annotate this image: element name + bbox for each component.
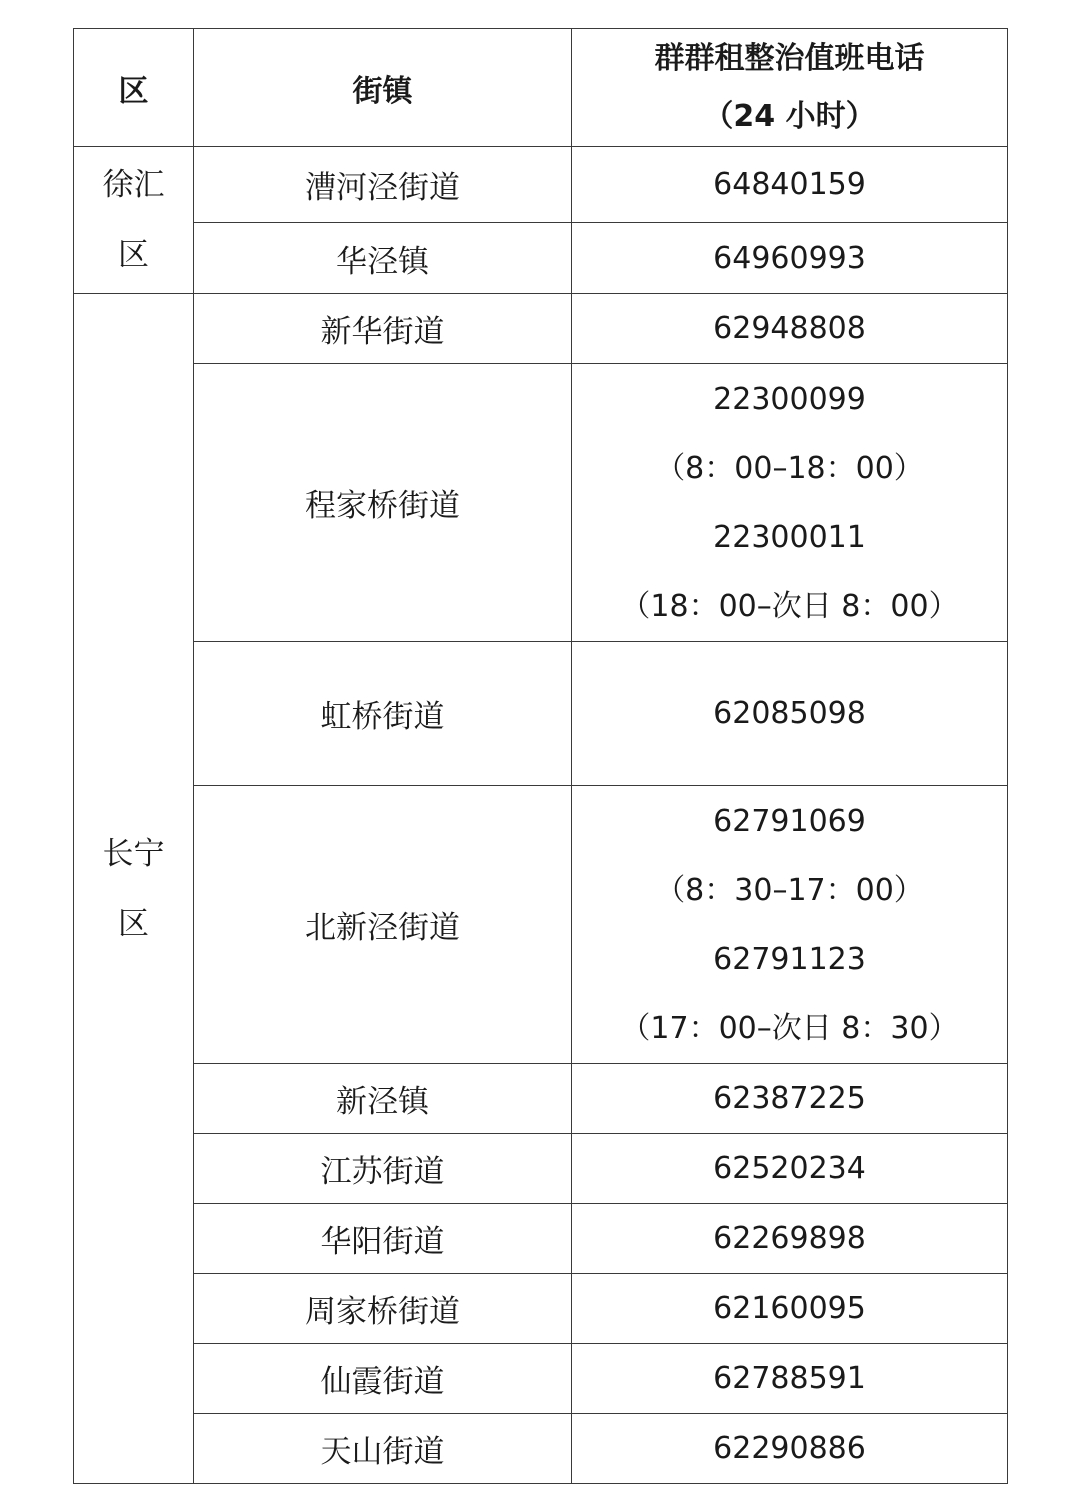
street-cell: 周家桥街道	[194, 1274, 572, 1344]
phone-hours: （18：00–次日 8：00）	[620, 588, 959, 624]
phone-hours: （8：00–18：00）	[655, 450, 924, 486]
district-label: 区	[118, 905, 149, 942]
table-row	[74, 223, 1008, 294]
phone-number: 62948808	[713, 311, 866, 346]
phone-cell	[572, 642, 1008, 786]
phone-cell	[572, 1204, 1008, 1274]
table-row	[74, 364, 1008, 642]
phone-hours: （8：30–17：00）	[655, 872, 924, 908]
phone-cell	[572, 1274, 1008, 1344]
district-label: 长宁	[102, 835, 165, 872]
table-row	[74, 1414, 1008, 1484]
district-cell-xuhui	[74, 147, 194, 294]
street-cell: 华泾镇	[194, 223, 572, 294]
table-row	[74, 294, 1008, 364]
header-row	[74, 29, 1008, 147]
phone-cell	[572, 294, 1008, 364]
phone-number: 62269898	[713, 1221, 866, 1256]
street-cell: 天山街道	[194, 1414, 572, 1484]
table-row	[74, 1344, 1008, 1414]
header-phone-line1: 群群租整治值班电话	[654, 40, 925, 76]
street-cell: 新华街道	[194, 294, 572, 364]
phone-number: 62788591	[713, 1361, 866, 1396]
phone-cell	[572, 1414, 1008, 1484]
phone-number: 62290886	[713, 1431, 866, 1466]
street-cell: 仙霞街道	[194, 1344, 572, 1414]
street-cell: 华阳街道	[194, 1204, 572, 1274]
table-row	[74, 642, 1008, 786]
phone-cell	[572, 786, 1008, 1064]
header-street: 街镇	[194, 29, 572, 147]
street-cell: 漕河泾街道	[194, 147, 572, 223]
hotline-table	[73, 28, 1008, 1484]
header-phone-line2: （24 小时）	[703, 98, 876, 134]
phone-cell: 64840159	[572, 147, 1008, 223]
phone-number: 22300011	[713, 519, 866, 555]
phone-number: 62791123	[713, 941, 866, 977]
phone-cell	[572, 1134, 1008, 1204]
table-row	[74, 1274, 1008, 1344]
phone-number: 62085098	[713, 696, 866, 731]
table-row	[74, 1134, 1008, 1204]
table-row	[74, 1064, 1008, 1134]
phone-number: 62791069	[713, 803, 866, 839]
district-cell-changning	[74, 294, 194, 1484]
phone-cell	[572, 1064, 1008, 1134]
table-row	[74, 147, 1008, 223]
street-cell: 虹桥街道	[194, 642, 572, 786]
district-label: 区	[118, 237, 149, 273]
phone-number: 62520234	[713, 1151, 866, 1186]
phone-hours: （17：00–次日 8：30）	[620, 1010, 959, 1046]
phone-number: 62160095	[713, 1291, 866, 1326]
district-label: 徐汇	[102, 167, 165, 203]
header-phone	[572, 29, 1008, 147]
street-cell: 新泾镇	[194, 1064, 572, 1134]
street-cell: 北新泾街道	[194, 786, 572, 1064]
header-district: 区	[74, 29, 194, 147]
phone-number: 62387225	[713, 1081, 866, 1116]
street-cell: 程家桥街道	[194, 364, 572, 642]
phone-number: 22300099	[713, 381, 866, 417]
phone-cell	[572, 364, 1008, 642]
phone-cell	[572, 1344, 1008, 1414]
table-row	[74, 1204, 1008, 1274]
table-row	[74, 786, 1008, 1064]
phone-cell: 64960993	[572, 223, 1008, 294]
street-cell: 江苏街道	[194, 1134, 572, 1204]
